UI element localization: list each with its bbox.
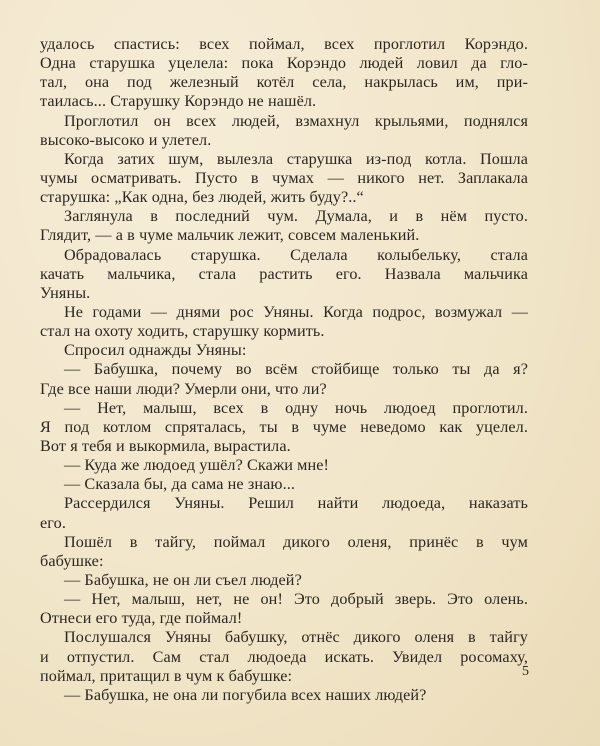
text-line: бабушке:	[40, 551, 104, 570]
text-line: — Бабушка, не он ли съел людей?	[64, 570, 302, 589]
text-line: Послушался Уняны бабушку, отнёс дикого оленя в тайгу	[64, 628, 528, 647]
text-line: тал, она под железный котёл села, накрылась им, при-	[40, 73, 528, 92]
text-line: стал на охоту ходить, старушку кормить.	[40, 322, 325, 341]
text-line: Глядит, — а в чуме мальчик лежит, совсем маленький.	[40, 226, 420, 245]
text-line: — Нет, малыш, нет, не он! Это добрый зверь. Это олень.	[64, 590, 528, 609]
text-line: его.	[40, 513, 66, 532]
text-line: таилась... Старушку Корэндо не нашёл.	[40, 92, 317, 111]
text-line: качать мальчика, стала растить его. Назвала мальчика	[40, 264, 528, 283]
text-line: и отпустил. Сам стал людоеда искать. Увидел росомаху,	[40, 647, 528, 666]
text-line: старушка: „Как одна, без людей, жить буду?..“	[40, 188, 364, 207]
text-line: Рассердился Уняны. Решил найти людоеда, наказать	[64, 494, 528, 513]
text-line: Не годами — днями рос Уняны. Когда подрос, возмужал —	[64, 302, 528, 321]
text-line: — Бабушка, почему во всём стойбище только ты да я?	[64, 360, 528, 379]
text-line: Я под котлом спряталась, ты в чуме неведомо как уцелел.	[40, 417, 528, 436]
text-line: Вот я тебя и выкормила, вырастила.	[40, 436, 291, 455]
text-line: Уняны.	[40, 283, 91, 302]
text-line: — Нет, малыш, всех в одну ночь людоед проглотил.	[64, 398, 528, 417]
text-line: Где все наши люди? Умерли они, что ли?	[40, 379, 327, 398]
text-line: удалось спастись: всех поймал, всех проглотил Корэндо.	[40, 35, 528, 53]
page-number: 5	[522, 664, 529, 679]
text-line: Спросил однажды Уняны:	[64, 341, 247, 360]
text-line: Когда затих шум, вылезла старушка из-под котла. Пошла	[64, 149, 528, 168]
text-line: Заглянула в последний чум. Думала, и в нём пусто.	[64, 207, 528, 226]
text-line: Проглотил он всех людей, взмахнул крыльями, поднялся	[64, 111, 528, 130]
text-line: — Куда же людоед ушёл? Скажи мне!	[64, 456, 330, 475]
text-line: Отнеси его туда, где поймал!	[40, 609, 243, 628]
text-line: поймал, притащил в чум к бабушке:	[40, 666, 293, 685]
text-line: Одна старушка уцелела: пока Корэндо людей ловил да гло-	[40, 54, 528, 73]
text-line: Пошёл в тайгу, поймал дикого оленя, принёс в чум	[64, 532, 528, 551]
text-line: высоко-высоко и улетел.	[40, 130, 212, 149]
text-line: — Сказала бы, да сама не знаю...	[64, 475, 296, 494]
text-line: чумы осматривать. Пусто в чумах — никого нет. Заплакала	[40, 168, 528, 187]
page-body-text	[40, 35, 528, 705]
text-line: — Бабушка, не она ли погубила всех наших людей?	[64, 685, 427, 704]
text-line: Обрадовалась старушка. Сделала колыбельку, стала	[64, 245, 528, 264]
